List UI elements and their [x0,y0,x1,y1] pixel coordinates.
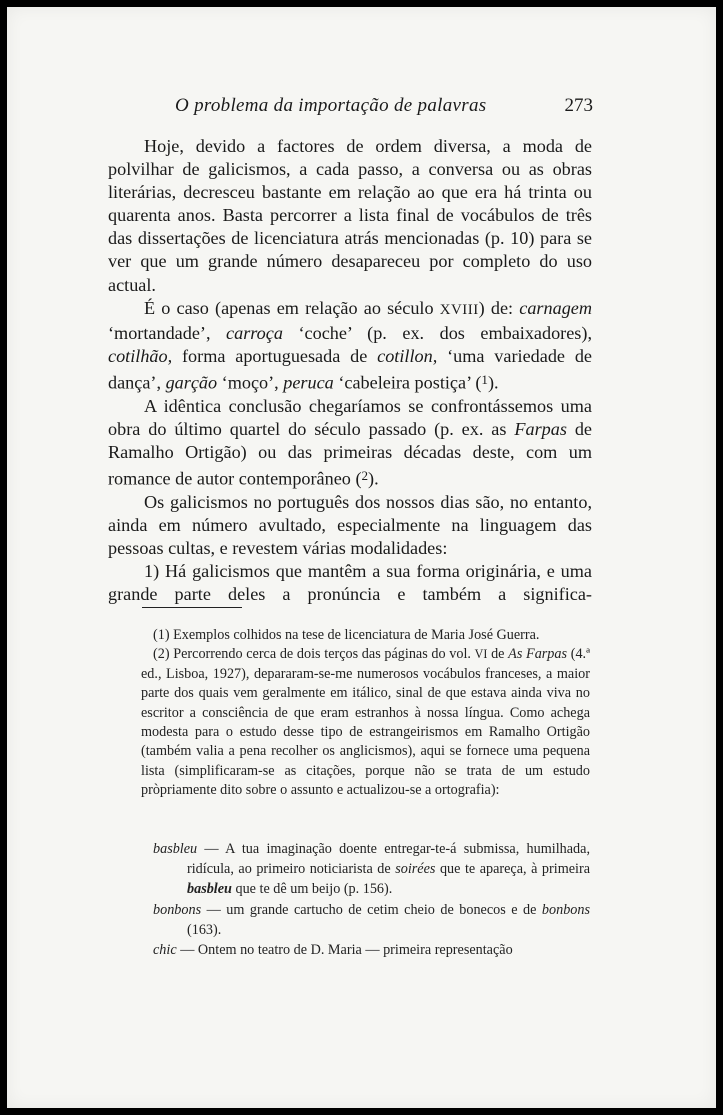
text-span: — Ontem no teatro de D. Maria — primeira representação [176,942,513,959]
main-text [108,135,592,606]
paragraph-5: 1) Há galicismos que mantêm a sua forma originária, e uma grande parte deles a pronúncia e também a significa- [108,560,592,604]
text-span: A idêntica conclusão chegaríamos se confrontássemos uma obra do último quartel do século passado (p. ex. as [108,395,592,439]
text-span: forma aportuguesada de [172,345,378,366]
book-page [7,7,716,1108]
footnote-mark: (2) [153,646,170,663]
italic-word: soirées [395,861,436,878]
glossary-term: bonbons [153,901,202,918]
century-numeral: XVIII [439,301,479,318]
text-span: ‘cabeleira postiça’ ( [333,372,482,393]
glossary-term: chic [153,942,177,959]
running-header [175,91,593,119]
glossary-entry [153,839,590,900]
text-span: — um grande cartucho de cetim cheio de bonecos e de [201,901,542,918]
paragraph-4: Os galicismos no português dos nossos dias são, no entanto, ainda em número avultado, especialmente na linguagem das pessoas cultas, e revestem várias modalidades: [108,491,592,558]
italic-word: basbleu [187,881,232,898]
text-span: ). [487,372,499,393]
text-span: ‘uma variedade de dança’, [108,345,592,393]
footnote-mark: (1) [153,627,170,643]
paragraph-2 [108,297,592,395]
paragraph-3 [108,395,592,491]
italic-word: cotillon, [377,345,438,366]
footnote-rule [142,607,242,608]
text-span: — A tua imaginação doente entregar-te-á submissa, humilhada, ridícula, ao primeiro noticiarista de [187,841,590,878]
text-span: É o caso (apenas em relação ao século [144,297,440,318]
glossary-list [153,839,590,960]
page-number: 273 [564,95,593,116]
italic-word: carnagem [519,297,592,318]
text-span: que te apareça, à primeira [435,861,590,878]
italic-word: Farpas [514,418,567,439]
text-span: (163). [187,921,222,938]
text-span: ) de: [478,297,520,318]
italic-word: carroça [226,322,283,343]
italic-word: cotilhão, [108,345,173,366]
text-span: de [487,646,509,663]
footnote-2 [141,645,590,800]
footnote-1 [141,626,590,645]
glossary-term: basbleu [153,841,198,857]
text-span: ‘mortandade’, [108,322,227,343]
italic-word: bonbons [541,901,590,918]
volume-numeral: VI [474,647,488,662]
paragraph-1: Hoje, devido a factores de ordem diversa, a moda de polvilhar de galicismos, a cada passo, a conversa ou as obras literárias, decresceu bastante em relação ao que era há trinta ou quarenta anos. Basta percorrer a lista final de vocábulos de três das dissertações de licenciatura atrás mencionadas (p. 10) para se ver que um grande número desapareceu por completo do uso actual. [108,136,592,295]
italic-word: peruca [283,372,334,393]
text-span: ‘moço’, [217,372,284,393]
footnotes [141,626,590,801]
text-span: Exemplos colhidos na tese de licenciatura de Maria José Guerra. [169,627,540,643]
text-span: que te dê um beijo (p. 156). [231,881,393,898]
italic-word: As Farpas [508,646,568,663]
footnote-ref: 2 [361,467,369,483]
text-span: (4.ª ed., Lisboa, 1927), depararam-se-me numerosos vocábulos franceses, a maior parte dos quais vem geralmente em itálico, sinal de que estava ainda viva no escritor a consciência de que eram estranhos à nossa língua. Como achega modesta para o estudo desse tipo de estrangeirismos em Ramalho Ortigão (também valia a pena recolher os anglicismos), aqui se fornece uma pequena lista (simplificaram-se as citações, porque não se trata de um estudo pròpriamente dito sobre o assunto e actualizou-se a ortografia): [141,646,590,799]
glossary-entry [153,940,590,960]
glossary-entry [153,900,590,940]
text-span: Percorrendo cerca de dois terços das páginas do vol. [169,646,475,663]
text-span: ). [368,468,379,489]
text-span: ‘coche’ (p. ex. dos embaixadores), [282,322,592,343]
footnote-ref: 1 [481,371,488,387]
text-span: de Ramalho Ortigão) ou das primeiras décadas deste, com um romance de autor contemporâneo ( [108,418,592,489]
italic-word: garção [165,372,218,393]
running-title: O problema da importação de palavras [175,95,487,116]
